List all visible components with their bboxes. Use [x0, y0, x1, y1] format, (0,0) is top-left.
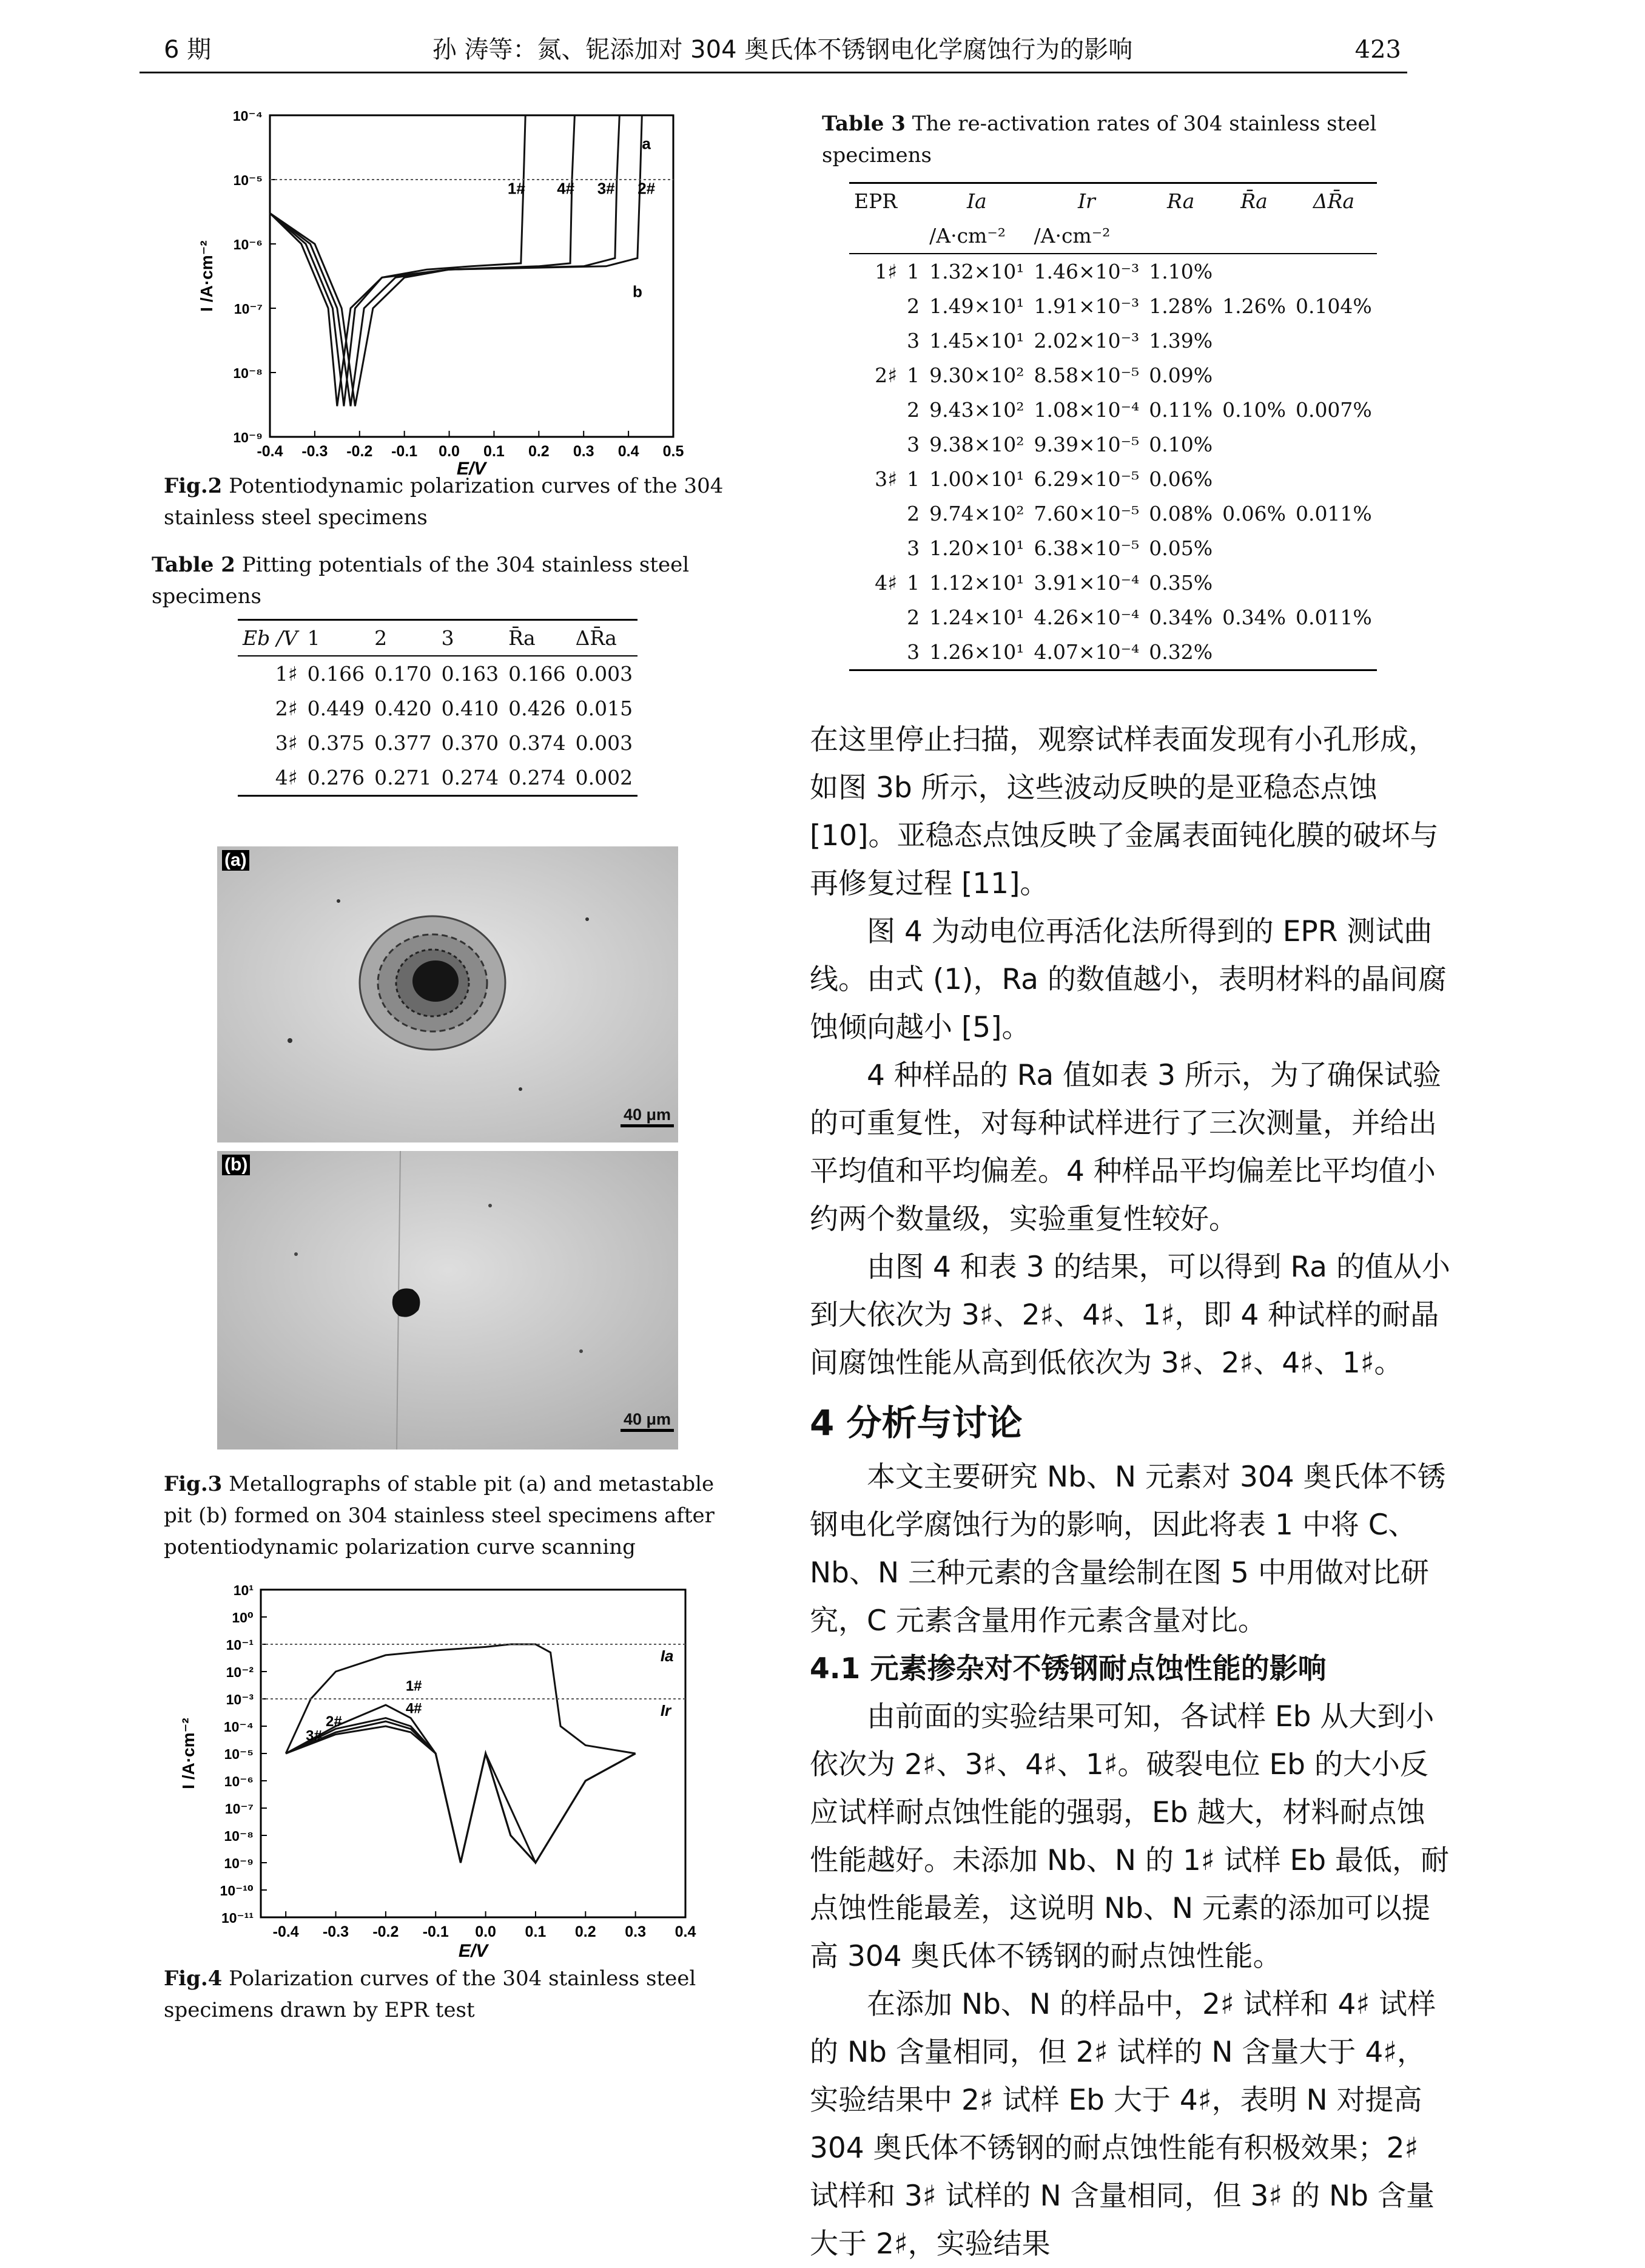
y-tick-label: 10⁻⁸	[233, 365, 263, 381]
running-title: 孙 涛等：氮、铌添加对 304 奥氏体不锈钢电化学腐蚀行为的影响	[432, 36, 1133, 64]
fig2-curve-label: b	[632, 282, 642, 301]
section-4-1-heading: 4.1 元素掺杂对不锈钢耐点蚀性能的影响	[810, 1652, 1327, 1686]
table3-cell: 2♯	[875, 363, 898, 387]
y-tick-label: 10⁻⁴	[232, 108, 263, 124]
table3-cell	[1291, 531, 1377, 565]
y-tick-label: 10⁻⁷	[224, 1801, 254, 1817]
table3-cell	[849, 600, 902, 635]
x-tick-label: 0.5	[662, 443, 684, 460]
fig2-curve-label: a	[642, 134, 651, 153]
table3-cell: 6.38×10⁻⁵	[1034, 536, 1140, 560]
fig3-panel-b	[217, 1151, 678, 1450]
page-number: 423	[1354, 36, 1401, 64]
table3-cell	[1217, 358, 1291, 393]
table3-cell	[1217, 427, 1291, 462]
table3-cell: 1.00×10¹	[929, 467, 1024, 491]
table-row	[849, 635, 1377, 670]
table2-header-2: 2	[374, 626, 388, 650]
table-row	[849, 531, 1377, 565]
x-tick-label: 0.4	[617, 443, 639, 460]
fig4-label: Fig.4	[164, 1966, 223, 1991]
table3-cell: 2.02×10⁻³	[1034, 329, 1140, 353]
table-row	[238, 760, 637, 796]
table2-cell: 0.370	[441, 731, 499, 755]
scale-bar-b-text: 40 μm	[623, 1410, 671, 1428]
fig2-curve-label: 1#	[507, 179, 525, 198]
fig2-plot	[152, 103, 770, 479]
table3-cell: 3	[907, 536, 920, 560]
fig3-label: Fig.3	[164, 1472, 223, 1496]
panel-a-label: (a)	[222, 850, 249, 871]
table-row	[849, 393, 1377, 427]
x-tick-label: 0.1	[525, 1923, 547, 1940]
table3-cell: 1.20×10¹	[929, 536, 1024, 560]
table-row	[849, 427, 1377, 462]
y-tick-label: 10⁰	[232, 1610, 254, 1625]
fig4-curve-label: 1#	[405, 1678, 422, 1695]
table3-cell	[849, 323, 902, 358]
table3-cell: 9.30×10²	[929, 363, 1024, 387]
table2-cell: 0.449	[307, 697, 365, 720]
y-tick-label: 10⁻⁷	[234, 301, 263, 317]
table2-cell: 0.271	[374, 766, 432, 789]
series-line-4#	[286, 1718, 635, 1863]
table2-cell: 1♯	[275, 662, 298, 686]
table3-cell: 4♯	[875, 571, 898, 595]
table3-cell	[1291, 427, 1377, 462]
table3-cell: 1.32×10¹	[929, 260, 1024, 283]
table3-cell	[1291, 635, 1377, 670]
table-row	[238, 656, 637, 691]
table3-cell: 0.10%	[1149, 433, 1213, 456]
y-tick-label: 10⁻⁵	[233, 172, 263, 188]
table3-cell	[1217, 635, 1291, 670]
y-tick-label: 10⁻⁶	[224, 1774, 254, 1789]
table3-cell: 0.007%	[1295, 398, 1372, 422]
table3-cell: 1.08×10⁻⁴	[1034, 398, 1140, 422]
table-row	[849, 462, 1377, 496]
section-4-heading: 4 分析与讨论	[810, 1402, 1023, 1443]
table3-cell	[849, 496, 902, 531]
table3-unit	[902, 218, 924, 254]
table3-cell: 1.10%	[1149, 260, 1213, 283]
table3-cell	[1217, 462, 1291, 496]
table2-cell: 0.375	[307, 731, 365, 755]
table3-header-1	[902, 183, 924, 219]
table3-cell	[1217, 254, 1291, 289]
x-tick-label: 0.3	[625, 1923, 647, 1940]
table3-cell: 1.12×10¹	[929, 571, 1024, 595]
table3-cell: 1.24×10¹	[929, 606, 1024, 629]
x-tick-label: -0.3	[301, 443, 328, 460]
table2-cell: 3♯	[275, 731, 298, 755]
table2-cell: 0.274	[508, 766, 566, 789]
table2-cell: 0.166	[307, 662, 365, 686]
fig2-frame	[270, 115, 673, 437]
paragraph-7: 在添加 Nb、N 的样品中，2♯ 试样和 4♯ 试样的 Nb 含量相同，但 2♯ 试样的 N 含量大于 4♯，实验结果中 2♯ 试样 Eb 大于 4♯，表明 N 对提高 304 奥氏体不锈钢的耐点蚀性能有积极效果；2♯ 试样和 3♯ 试样的 N 含量相同，但 3♯ 的 Nb 含量大于 2♯，实验结果	[810, 1988, 1436, 2261]
table3-cell: 4.07×10⁻⁴	[1034, 640, 1140, 664]
x-tick-label: -0.1	[391, 443, 418, 460]
x-tick-label: -0.2	[372, 1923, 399, 1940]
table3-cell: 9.38×10²	[929, 433, 1024, 456]
y-tick-label: 10⁻⁵	[224, 1746, 254, 1762]
table3-unit	[1217, 218, 1291, 254]
table3-cell: 0.011%	[1295, 606, 1372, 629]
page-header	[164, 32, 1401, 68]
header-rule	[140, 72, 1407, 73]
fig2-caption: Potentiodynamic polarization curves of the 304 stainless steel specimens	[164, 474, 724, 530]
table2-cell: 0.163	[441, 662, 499, 686]
table3-cell: 0.11%	[1149, 398, 1213, 422]
table2-cell: 0.015	[575, 697, 633, 720]
fig4-reference-label: Ir	[660, 1701, 671, 1720]
table3-cell: 0.34%	[1222, 606, 1286, 629]
series-line-1#	[270, 115, 525, 406]
x-tick-label: -0.4	[257, 443, 283, 460]
table2-cell: 0.002	[575, 766, 633, 789]
panel-b-label: (b)	[222, 1155, 250, 1175]
table3-cell: 2	[907, 502, 920, 525]
x-tick-label: 0.3	[573, 443, 594, 460]
table3	[849, 182, 1377, 671]
table3-cell: 2	[907, 398, 920, 422]
fig4-curve-label: 3#	[306, 1727, 322, 1744]
table-row	[238, 691, 637, 726]
body-text	[810, 716, 1453, 2268]
table3-cell	[1291, 358, 1377, 393]
y-tick-label: 10⁻¹⁰	[220, 1883, 254, 1898]
table-row	[849, 565, 1377, 600]
fig2-curve-label: 3#	[597, 179, 615, 198]
table3-cell: 0.104%	[1295, 294, 1372, 318]
fig4-xlabel: E/V	[458, 1941, 488, 1960]
series-line-4#	[270, 115, 574, 406]
y-tick-label: 10⁻⁹	[224, 1855, 254, 1871]
table2-cell: 0.003	[575, 662, 633, 686]
table2-cell: 4♯	[275, 766, 298, 789]
table2-cell: 0.274	[441, 766, 499, 789]
y-tick-label: 10⁻³	[226, 1692, 254, 1707]
fig3-caption-block	[164, 1468, 737, 1563]
fig2-curve-label: 4#	[557, 179, 575, 198]
y-tick-label: 10⁻¹¹	[221, 1910, 254, 1926]
table3-cell: 1.26%	[1222, 294, 1286, 318]
table3-header-0: EPR	[854, 189, 898, 213]
table3-cell: 1	[907, 363, 920, 387]
table-row	[849, 323, 1377, 358]
table2-cell: 0.003	[575, 731, 633, 755]
table3-cell: 1.45×10¹	[929, 329, 1024, 353]
y-tick-label: 10⁻²	[226, 1664, 254, 1680]
table3-cell: 0.05%	[1149, 536, 1213, 560]
table3-cell: 3	[907, 640, 920, 664]
x-tick-label: 0.0	[475, 1923, 496, 1940]
x-tick-label: 0.2	[528, 443, 550, 460]
x-tick-label: -0.4	[272, 1923, 299, 1940]
table3-cell	[849, 289, 902, 323]
fig2-ylabel: I /A·cm⁻²	[197, 240, 216, 312]
table3-cell: 0.34%	[1149, 606, 1213, 629]
table3-cell: 1.49×10¹	[929, 294, 1024, 318]
x-tick-label: 0.0	[439, 443, 460, 460]
fig2-xlabel: E/V	[456, 459, 486, 479]
table2-cell: 0.426	[508, 697, 566, 720]
table3-cell: 9.39×10⁻⁵	[1034, 433, 1140, 456]
table3-cell	[849, 427, 902, 462]
x-tick-label: -0.2	[346, 443, 373, 460]
table3-cell: 1.46×10⁻³	[1034, 260, 1140, 283]
table3-cell: 1	[907, 467, 920, 491]
table3-cell: 1.91×10⁻³	[1034, 294, 1140, 318]
table2-cell: 0.420	[374, 697, 432, 720]
table2-cell: 0.377	[374, 731, 432, 755]
table3-header-2: Ia	[966, 189, 987, 213]
y-tick-label: 10⁻¹	[226, 1637, 254, 1653]
table2-cell: 0.276	[307, 766, 365, 789]
scale-bar-a	[621, 1106, 674, 1127]
table3-cell: 3	[907, 329, 920, 353]
y-tick-label: 10⁻⁹	[233, 430, 263, 445]
table-row	[238, 726, 637, 760]
table3-cell	[849, 393, 902, 427]
table3-cell: 6.29×10⁻⁵	[1034, 467, 1140, 491]
table2-cell: 0.170	[374, 662, 432, 686]
table2-header-4: R̄a	[508, 626, 536, 650]
table2-caption-block	[152, 549, 740, 612]
table2-header-3: 3	[441, 626, 454, 650]
table2-header-1: 1	[307, 626, 320, 650]
table-row	[849, 600, 1377, 635]
table3-caption-block	[822, 108, 1428, 171]
table3-cell	[1291, 565, 1377, 600]
table2-cell: 2♯	[275, 697, 298, 720]
table3-cell	[849, 531, 902, 565]
table3-cell: 0.32%	[1149, 640, 1213, 664]
table3-cell: 3	[907, 433, 920, 456]
table2	[238, 619, 637, 797]
table2-cell: 0.374	[508, 731, 566, 755]
table3-cell: 0.09%	[1149, 363, 1213, 387]
table3-cell: 0.35%	[1149, 571, 1213, 595]
table3-cell: 9.74×10²	[929, 502, 1024, 525]
table3-cell: 8.58×10⁻⁵	[1034, 363, 1140, 387]
table3-cell: 1.39%	[1149, 329, 1213, 353]
y-tick-label: 10¹	[233, 1582, 254, 1598]
y-tick-label: 10⁻⁶	[233, 237, 263, 252]
table-row	[849, 358, 1377, 393]
table3-header-5: R̄a	[1240, 189, 1268, 213]
scale-bar-b	[621, 1411, 674, 1432]
table3-unit: /A·cm⁻²	[929, 224, 1006, 248]
table3-cell	[1291, 462, 1377, 496]
table3-unit	[1291, 218, 1377, 254]
x-tick-label: 0.2	[574, 1923, 596, 1940]
table3-cell	[1217, 531, 1291, 565]
x-tick-label: 0.1	[483, 443, 505, 460]
table3-header-3: Ir	[1077, 189, 1095, 213]
fig2-curve-label: 2#	[637, 179, 656, 198]
table3-cell: 1♯	[875, 260, 898, 283]
table3-cell: 7.60×10⁻⁵	[1034, 502, 1140, 525]
table3-cell: 3♯	[875, 467, 898, 491]
table3-cell: 0.10%	[1222, 398, 1286, 422]
table3-label: Table 3	[822, 112, 906, 136]
table3-unit	[1144, 218, 1217, 254]
table2-caption: Pitting potentials of the 304 stainless steel specimens	[152, 553, 690, 609]
table2-label: Table 2	[152, 553, 235, 577]
fig2-label: Fig.2	[164, 474, 223, 498]
table3-cell: 3.91×10⁻⁴	[1034, 571, 1140, 595]
table2-cell: 0.410	[441, 697, 499, 720]
table3-cell	[1217, 565, 1291, 600]
table3-header-4: Ra	[1167, 189, 1195, 213]
table-row	[849, 254, 1377, 289]
table2-header-5: ΔR̄a	[575, 626, 617, 650]
table3-unit	[849, 218, 902, 254]
table3-cell: 4.26×10⁻⁴	[1034, 606, 1140, 629]
stable-pit	[412, 960, 459, 1002]
table3-cell: 1.26×10¹	[929, 640, 1024, 664]
table3-cell: 1	[907, 260, 920, 283]
paragraph-6: 由前面的实验结果可知，各试样 Eb 从大到小依次为 2♯、3♯、4♯、1♯。破裂电位 Eb 的大小反应试样耐点蚀性能的强弱，Eb 越大，材料耐点蚀性能越好。未添加 Nb、N 的 1♯ 试样 Eb 最低，耐点蚀性能最差，这说明 Nb、N 元素的添加可以提高 304 奥氏体不锈钢的耐点蚀性能。	[810, 1700, 1449, 1973]
paragraph-4: 由图 4 和表 3 的结果，可以得到 Ra 的值从小到大依次为 3♯、2♯、4♯、1♯，即 4 种试样的耐晶间腐蚀性能从高到低依次为 3♯、2♯、4♯、1♯。	[810, 1250, 1450, 1380]
fig4-chart	[152, 1565, 770, 1960]
fig4-caption-block	[164, 1963, 737, 2026]
table3-cell: 1	[907, 571, 920, 595]
table3-cell: 0.06%	[1222, 502, 1286, 525]
table3-cell: 1.28%	[1149, 294, 1213, 318]
x-tick-label: 0.4	[674, 1923, 696, 1940]
fig4-curve-label: 4#	[405, 1700, 422, 1717]
table3-cell: 0.08%	[1149, 502, 1213, 525]
paragraph-3: 4 种样品的 Ra 值如表 3 所示，为了确保试验的可重复性，对每种试样进行了三次测量，并给出平均值和平均偏差。4 种样品平均偏差比平均值小约两个数量级，实验重复性较好。	[810, 1059, 1441, 1236]
paragraph-2: 图 4 为动电位再活化法所得到的 EPR 测试曲线。由式 (1)，Ra 的数值越小，表明材料的晶间腐蚀倾向越小 [5]。	[810, 915, 1447, 1044]
fig4-frame	[261, 1590, 685, 1917]
table2-cell: 0.166	[508, 662, 566, 686]
table-row	[849, 289, 1377, 323]
table2-header-0: Eb /V	[243, 626, 298, 650]
table3-cell: 0.06%	[1149, 467, 1213, 491]
fig4-curve-label: 2#	[326, 1713, 342, 1730]
fig2-caption-block	[164, 470, 737, 533]
table3-cell	[1217, 323, 1291, 358]
table3-cell: 2	[907, 606, 920, 629]
fig4-ylabel: I /A·cm⁻²	[179, 1718, 198, 1789]
x-tick-label: -0.3	[322, 1923, 349, 1940]
fig4-caption: Polarization curves of the 304 stainless steel specimens drawn by EPR test	[164, 1966, 696, 2022]
table3-header-6: ΔR̄a	[1313, 189, 1355, 213]
x-tick-label: -0.1	[422, 1923, 449, 1940]
paragraph-5: 本文主要研究 Nb、N 元素对 304 奥氏体不锈钢电化学腐蚀行为的影响，因此将表 1 中将 C、Nb、N 三种元素的含量绘制在图 5 中用做对比研究，C 元素含量用作元素含量对比。	[810, 1460, 1446, 1638]
table3-cell	[849, 635, 902, 670]
table3-caption: The re-activation rates of 304 stainless steel specimens	[822, 112, 1377, 167]
table3-cell	[1291, 254, 1377, 289]
table3-cell: 0.011%	[1295, 502, 1372, 525]
y-tick-label: 10⁻⁴	[223, 1719, 254, 1735]
paragraph-1: 在这里停止扫描，观察试样表面发现有小孔形成，如图 3b 所示，这些波动反映的是亚稳态点蚀 [10]。亚稳态点蚀反映了金属表面钝化膜的破坏与再修复过程 [11]。	[810, 723, 1439, 900]
scale-bar-a-text: 40 μm	[623, 1105, 671, 1124]
series-line-2#	[270, 115, 642, 406]
fig4-reference-label: Ia	[660, 1647, 674, 1665]
table3-cell: 9.43×10²	[929, 398, 1024, 422]
fig4-plot	[152, 1565, 770, 1960]
fig2-chart	[152, 103, 770, 479]
fig3-caption: Metallographs of stable pit (a) and metastable pit (b) formed on 304 stainless steel specimens after potentiodynamic polarization curve scanning	[164, 1472, 715, 1559]
table-row	[849, 496, 1377, 531]
fig3-panel-a	[217, 846, 678, 1142]
issue-number: 6 期	[164, 36, 212, 64]
table3-unit: /A·cm⁻²	[1034, 224, 1111, 248]
y-tick-label: 10⁻⁸	[224, 1828, 254, 1844]
table3-cell: 2	[907, 294, 920, 318]
series-line-3#	[286, 1726, 635, 1863]
table3-cell	[1291, 323, 1377, 358]
